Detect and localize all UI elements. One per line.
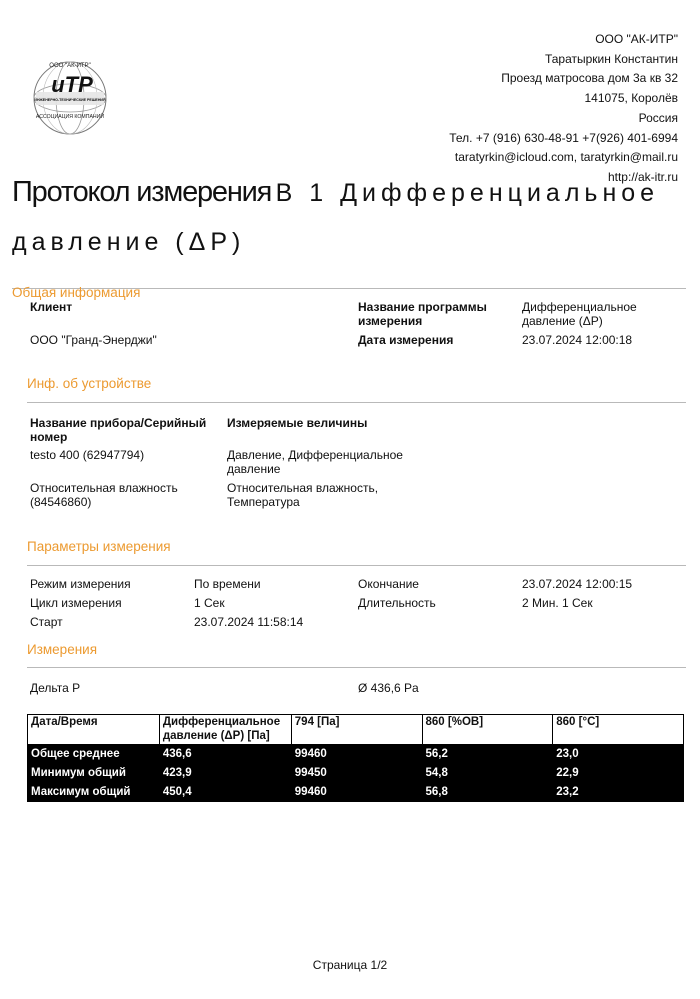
page-number: Страница 1/2 [312, 958, 388, 972]
device-name: Относительная влажность (84546860) [30, 481, 178, 509]
cycle-value: 1 Сек [194, 596, 225, 610]
device-name-label: Название прибора/Серийный номер [30, 416, 207, 444]
table-row [28, 783, 684, 802]
duration-value: 2 Мин. 1 Сек [522, 596, 593, 610]
col-header-794: 794 [Па] [291, 715, 422, 745]
page-title [12, 176, 659, 209]
date-value: 23.07.2024 12:00:18 [522, 333, 633, 347]
table-cell: 56,2 [422, 745, 553, 764]
page-title-rest: В 1 Дифференциальное [275, 179, 660, 207]
table-cell: 99460 [291, 745, 422, 764]
website-link[interactable]: http://ak-itr.ru [607, 169, 678, 184]
logo-monogram: иТР [51, 72, 93, 97]
divider [27, 402, 686, 403]
page-title-line2: давление (ΔP) [12, 228, 246, 256]
section-params: Параметры измерения [27, 539, 171, 554]
address-street: Проезд матросова дом 3а кв 32 [501, 71, 678, 86]
program-value: Дифференциальное давление (ΔP) [522, 300, 637, 328]
company-contacts [449, 30, 678, 188]
page-title-main: Протокол измерения [12, 176, 272, 208]
address-country: Россия [638, 110, 678, 125]
delta-label: Дельта P [30, 681, 81, 695]
table-row [28, 745, 684, 764]
col-header-datetime: Дата/Время [28, 715, 160, 745]
table-cell: 436,6 [159, 745, 291, 764]
company-logo [30, 58, 110, 138]
table-cell: 450,4 [159, 783, 291, 802]
col-header-860-temp: 860 [°C] [553, 715, 684, 745]
date-label: Дата измерения [358, 333, 454, 347]
end-label: Окончание [358, 577, 419, 591]
phone: Тел. +7 (916) 630-48-91 +7(926) 401-6994 [449, 130, 678, 145]
divider [27, 667, 686, 668]
table-cell: 99450 [291, 764, 422, 783]
table-cell: Минимум общий [28, 764, 160, 783]
table-cell: 99460 [291, 783, 422, 802]
address-city: 141075, Королёв [584, 91, 678, 106]
table-cell: Максимум общий [28, 783, 160, 802]
start-value: 23.07.2024 11:58:14 [194, 615, 304, 629]
email-link[interactable]: taratyrkin@icloud.com, taratyrkin@mail.ru [454, 150, 678, 165]
cycle-label: Цикл измерения [30, 596, 122, 610]
section-general-info: Общая информация [12, 285, 141, 300]
client-value: ООО "Гранд-Энерджи" [30, 333, 157, 347]
logo-text-top: ООО "АК-ИТР" [49, 63, 91, 69]
section-measurements: Измерения [27, 642, 98, 657]
table-cell: 56,8 [422, 783, 553, 802]
table-cell: 23,2 [553, 783, 684, 802]
col-header-diff-pressure: Дифференциальное давление (ΔP) [Па] [159, 715, 291, 745]
table-cell: 54,8 [422, 764, 553, 783]
col-header-860-humidity: 860 [%ОВ] [422, 715, 553, 745]
duration-label: Длительность [358, 596, 436, 610]
table-cell: Общее среднее [28, 745, 160, 764]
measurements-table [27, 714, 684, 802]
mode-value: По времени [194, 577, 261, 591]
device-name: testo 400 (62947794) [30, 448, 145, 462]
contact-person: Таратыркин Константин [544, 51, 678, 66]
divider [27, 565, 686, 566]
logo-text-middle: ИНЖЕНЕРНО-ТЕХНИЧЕСКИЕ РЕШЕНИЯ [34, 98, 106, 102]
section-device-info: Инф. об устройстве [27, 376, 152, 391]
client-label: Клиент [30, 300, 73, 314]
logo-text-bottom: АССОЦИАЦИЯ КОМПАНИЙ [35, 114, 105, 120]
table-header-row [28, 715, 684, 745]
table-cell: 23,0 [553, 745, 684, 764]
table-cell: 423,9 [159, 764, 291, 783]
device-quantities: Относительная влажность, Температура [227, 481, 379, 509]
table-row [28, 764, 684, 783]
company-name: ООО "АК-ИТР" [595, 32, 678, 46]
quantities-label: Измеряемые величины [227, 416, 368, 430]
delta-value: Ø 436,6 Pa [358, 681, 419, 695]
mode-label: Режим измерения [30, 577, 131, 591]
device-quantities: Давление, Дифференциальное давление [227, 448, 403, 476]
program-label: Название программы измерения [358, 300, 487, 328]
table-cell: 22,9 [553, 764, 684, 783]
end-value: 23.07.2024 12:00:15 [522, 577, 633, 591]
start-label: Старт [30, 615, 63, 629]
